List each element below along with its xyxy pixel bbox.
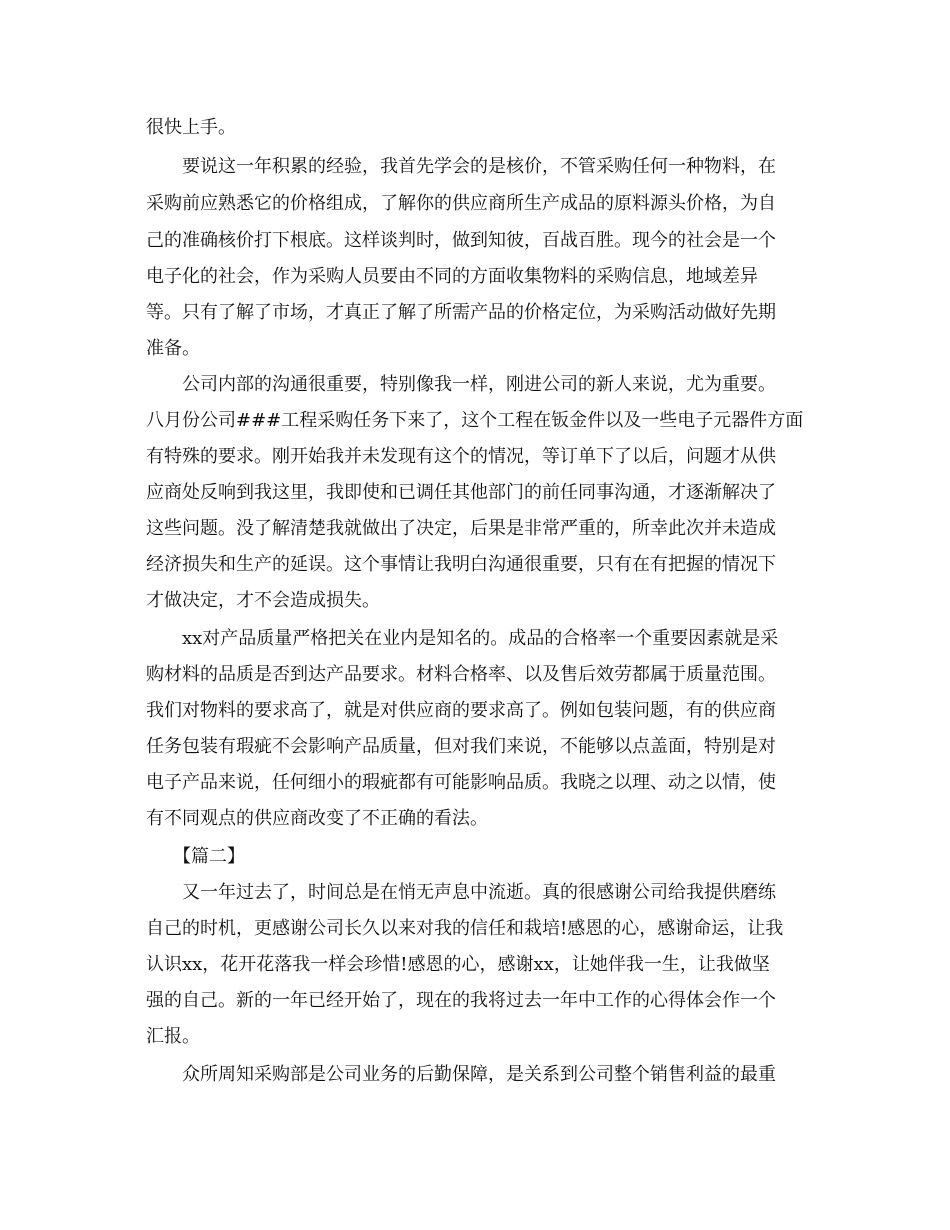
text-line: 有特殊的要求。刚开始我并未发现有这个的情况，等订单下了以后，问题才从供 (146, 446, 776, 467)
text-line: 电子化的社会，作为采购人员要由不同的方面收集物料的采购信息，地域差异 (146, 266, 758, 287)
text-line: 要说这一年积累的经验，我首先学会的是核价，不管采购任何一种物料，在 (182, 156, 776, 177)
text-line: 我们对物料的要求高了，就是对供应商的要求高了。例如包装问题，有的供应商 (146, 700, 776, 721)
text-line: 自己的时机，更感谢公司长久以来对我的信任和栽培!感恩的心，感谢命运，让我 (146, 918, 784, 939)
text-line: 己的准确核价打下根底。这样谈判时，做到知彼，百战百胜。现今的社会是一个 (146, 230, 776, 251)
text-line: 采购前应熟悉它的价格组成，了解你的供应商所生产成品的原料源头价格，为自 (146, 193, 776, 214)
text-line: 才做决定，才不会造成损失。 (146, 590, 380, 611)
text-line: 八月份公司###工程采购任务下来了，这个工程在钣金件以及一些电子元器件方面 (146, 410, 804, 431)
text-line: 汇报。 (146, 1026, 200, 1047)
text-line: 等。只有了解了市场，才真正了解了所需产品的价格定位，为采购活动做好先期 (146, 302, 776, 323)
text-line: 强的自己。新的一年已经开始了，现在的我将过去一年中工作的心得体会作一个 (146, 990, 776, 1011)
text-line: 众所周知采购部是公司业务的后勤保障，是关系到公司整个销售利益的最重 (182, 1064, 776, 1085)
text-line: 有不同观点的供应商改变了不正确的看法。 (146, 808, 488, 829)
text-line: xx对产品质量严格把关在业内是知名的。成品的合格率一个重要因素就是采 (182, 628, 779, 649)
text-line: 又一年过去了，时间总是在悄无声息中流逝。真的很感谢公司给我提供磨练 (182, 882, 776, 903)
text-line: 经济损失和生产的延误。这个事情让我明白沟通很重要，只有在有把握的情况下 (146, 554, 776, 575)
text-line: 公司内部的沟通很重要，特别像我一样，刚进公司的新人来说，尤为重要。 (182, 374, 776, 395)
text-line: 很快上手。 (146, 117, 236, 138)
text-line: 准备。 (146, 338, 200, 359)
text-line: 应商处反响到我这里，我即使和已调任其他部门的前任同事沟通，才逐渐解决了 (146, 482, 776, 503)
text-line: 购材料的品质是否到达产品要求。材料合格率、以及售后效劳都属于质量范围。 (146, 664, 776, 685)
text-line: 电子产品来说，任何细小的瑕疵都有可能影响品质。我晓之以理、动之以情，使 (146, 772, 776, 793)
section-heading: 【篇二】 (173, 846, 245, 867)
text-line: 认识xx，花开花落我一样会珍惜!感恩的心，感谢xx，让她伴我一生，让我做坚 (146, 954, 770, 975)
text-line: 这些问题。没了解清楚我就做出了决定，后果是非常严重的，所幸此次并未造成 (146, 518, 776, 539)
text-line: 任务包装有瑕疵不会影响产品质量，但对我们来说，不能够以点盖面，特别是对 (146, 736, 776, 757)
